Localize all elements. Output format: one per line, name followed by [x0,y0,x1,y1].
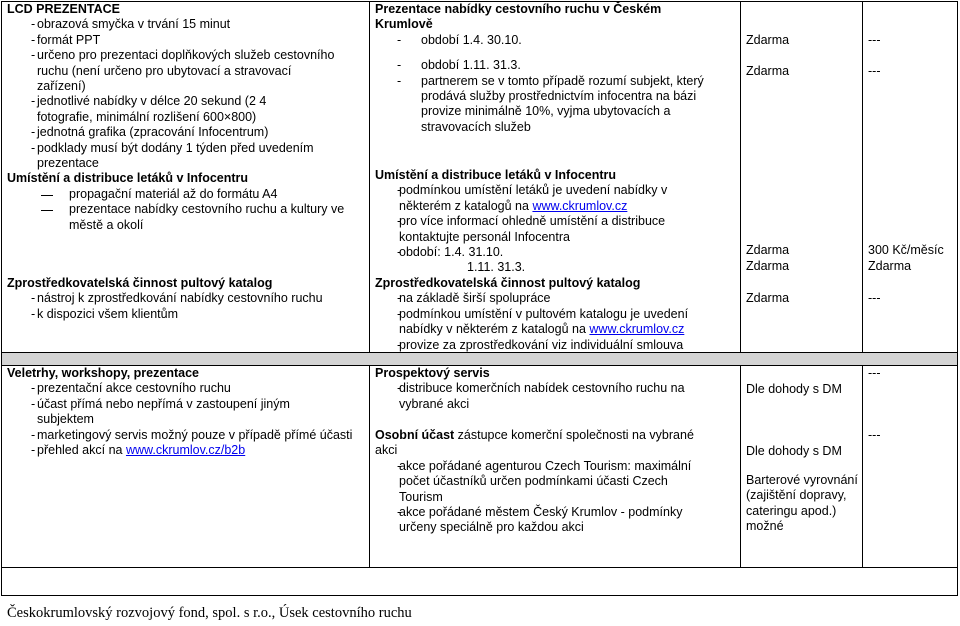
left-agency-block [7,276,365,322]
fairs-item: - marketingový servis možný pouze v případě přímé účasti [7,428,357,443]
price-agreement: Dle dohody s DM [746,444,842,458]
lcd-item: - jednotná grafika (zpracování Infocentrum) [7,125,365,140]
col-border-2 [740,1,741,353]
osobni-item: - akce pořádané městem Český Krumlov - podmínky určeny speciálně pro každou akci [375,505,709,536]
col-border-1 [369,1,370,353]
placement-item-mid [375,183,719,214]
mid-agency-block [375,276,737,353]
lcd-heading: LCD PREZENTACE [7,2,120,16]
osobni-item: - akce pořádané agenturou Czech Tourism: maximální počet účastníků určen podmínkami účasti Czech Tourism [375,459,699,505]
left-bottom-cell [7,366,365,458]
placement-item-mid: - pro více informací ohledně umístění a distribuce kontaktujte personál Infocentra [375,214,709,245]
placement-item-mid: - období: 1.4. 31.10. [375,245,737,260]
placement-period-b: 1.11. 31.3. [467,260,526,275]
mid-osobni-block [375,428,737,536]
footer-text: Českokrumlovský rozvojový fond, spol. s r.o., Úsek cestovního ruchu [7,605,412,621]
placement-heading: Umístění a distribuce letáků v Infocentru [7,171,249,186]
period-item: - období 1.4. 30.10. [375,33,737,48]
lcd-item: - formát PPT [7,33,365,48]
agency-item: - k dispozici všem klientům [7,307,365,322]
placement-item: prezentace nabídky cestovního ruchu a kultury ve městě a okolí [7,202,359,233]
ckrumlov-link[interactable]: www.ckrumlov.cz [532,198,628,213]
extra-dash: --- [868,291,881,305]
placement-heading-mid: Umístění a distribuce letáků v Infocentru [375,168,617,182]
lcd-item: - podklady musí být dodány 1 týden před uvedením prezentace [7,141,337,172]
row-border-bottom-block [1,567,958,568]
price-zdarma: Zdarma [746,64,790,78]
b2b-link[interactable]: www.ckrumlov.cz/b2b [125,443,246,458]
lcd-item: - jednotlivé nabídky v délce 20 sekund (2 4 fotografie, minimální rozlišení 600×800) [7,94,307,125]
extra-fee: 300 Kč/měsíc [868,243,944,257]
extra-dash: --- [868,64,881,78]
fairs-item: - účast přímá nebo nepřímá v zastoupení jiným subjektem [7,397,337,428]
agency-heading-mid: Zprostředkovatelská činnost pultový katalog [375,276,641,290]
prospekt-heading: Prospektový servis [375,366,490,380]
fairs-item: - prezentační akce cestovního ruchu [7,381,365,396]
agency-item-mid [375,307,709,338]
presentation-heading: Prezentace nabídky cestovního ruchu v Českém Krumlově [375,2,662,32]
fairs-heading: Veletrhy, workshopy, prezentace [7,366,199,380]
extra-zdarma: Zdarma [868,259,912,273]
prospekt-item: - distribuce komerčních nabídek cestovního ruchu na vybrané akci [375,381,689,412]
partner-text: - partnerem se v tomto případě rozumí subjekt, který prodává služby prostřednictvím infocentra na bázi provize minimálně 10%, vyjma ubytovacích a stravovacích služeb [375,74,721,136]
mid-top-cell [375,2,737,135]
extra-dash: --- [868,366,881,380]
mid-bottom-cell [375,366,737,412]
osobni-rest: zástupce komerční společnosti na vybrané akci [375,428,694,458]
col-border-2b [740,365,741,567]
lcd-item: - určeno pro prezentaci doplňkových služeb cestovního ruchu (není určeno pro ubytovací a stravovací zařízení) [7,48,337,94]
agency-item-mid: - na základě širší spolupráce [375,291,737,306]
col-border-4 [957,1,958,596]
lcd-item: - obrazová smyčka v trvání 15 minut [7,17,365,32]
agency-item-mid: - provize za zprostředkování viz individuální smlouva [375,338,737,353]
col-border-3b [862,365,863,567]
agency-cond-text: podmínkou umístění v pultovém katalogu je uvedení nabídky v některém z katalogů na [399,306,689,337]
ckrumlov-link-2[interactable]: www.ckrumlov.cz [589,322,685,337]
extra-dash: --- [868,33,881,47]
extra-dash: --- [868,428,881,442]
left-top-cell [7,2,365,233]
fairs-item [7,443,365,458]
fairs-overview-text: přehled akcí na [37,443,123,458]
agency-item: - nástroj k zprostředkování nabídky cestovního ruchu [7,291,365,306]
period-item: - období 1.11. 31.3. [375,58,737,73]
price-zdarma: Zdarma [746,243,790,257]
osobni-intro [375,428,705,459]
placement-item: propagační materiál až do formátu A4 [7,187,365,202]
col-border-3 [862,1,863,353]
price-barter: Barterové vyrovnání (zajištění dopravy, cateringu apod.) možné [746,473,858,534]
table-bottom-border [1,595,958,596]
price-zdarma: Zdarma [746,33,790,47]
mid-placement-block [375,168,737,276]
agency-heading: Zprostředkovatelská činnost pultový katalog [7,276,273,290]
section-separator-band [1,352,958,366]
col-border-0 [1,1,2,596]
price-zdarma: Zdarma [746,259,790,273]
col-border-1b [369,365,370,567]
price-zdarma: Zdarma [746,291,790,305]
osobni-heading: Osobní účast [375,428,455,442]
price-agreement: Dle dohody s DM [746,382,842,396]
placement-cond-text: podmínkou umístění letáků je uvedení nabídky v některém z katalogů na [399,183,668,213]
